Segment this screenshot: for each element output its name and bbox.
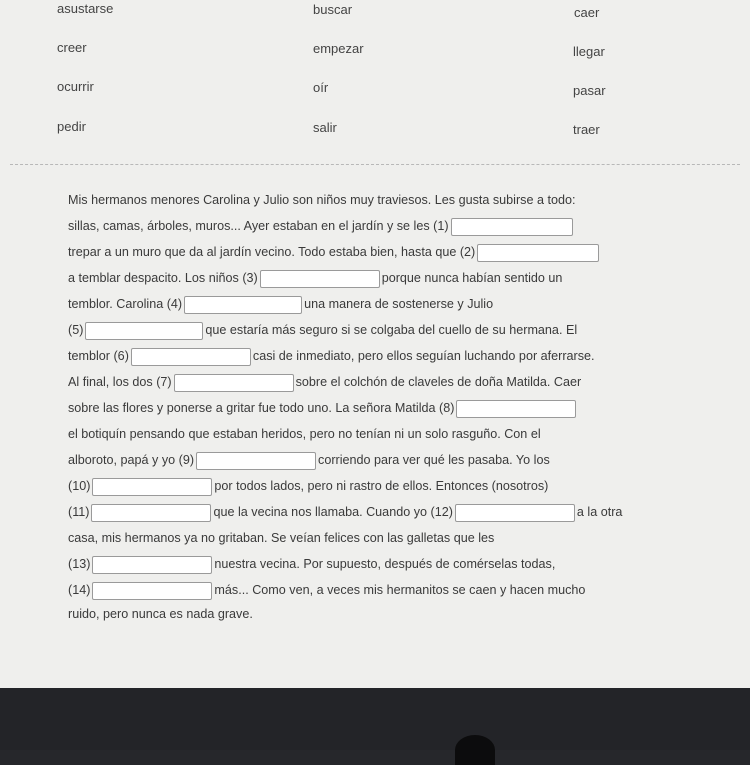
word-bank <box>0 0 750 160</box>
passage-text-segment: a la otra <box>576 505 623 519</box>
passage-text-segment: trepar a un muro que da al jardín vecino. Todo estaba bien, hasta que (2) <box>68 245 476 259</box>
passage-text-segment: alboroto, papá y yo (9) <box>68 453 195 467</box>
section-divider <box>10 164 740 165</box>
passage-text-segment: casi de inmediato, pero ellos seguían luchando por aferrarse. <box>252 349 595 363</box>
word-bank-item: llegar <box>573 44 605 59</box>
blank-input-7[interactable] <box>174 374 294 392</box>
passage-line <box>68 579 585 601</box>
passage-line <box>68 397 578 419</box>
word-bank-item: oír <box>313 80 329 95</box>
word-bank-item: asustarse <box>57 1 114 16</box>
passage-line <box>68 423 541 445</box>
passage-line <box>68 371 581 393</box>
passage-text-segment: (11) <box>68 505 90 519</box>
passage-text-segment: sobre el colchón de claveles de doña Matilda. Caer <box>295 375 582 389</box>
blank-input-9[interactable] <box>196 452 316 470</box>
word-bank-item: caer <box>574 5 600 20</box>
passage-line <box>68 475 548 497</box>
word-bank-item: traer <box>573 122 600 137</box>
passage-line <box>68 319 577 341</box>
passage-text-segment: corriendo para ver qué les pasaba. Yo los <box>318 453 550 467</box>
passage-text-segment: (10) <box>68 479 91 493</box>
blank-input-1[interactable] <box>451 218 573 236</box>
passage-line <box>68 215 575 237</box>
passage-text-segment: más... Como ven, a veces mis hermanitos se caen y hacen mucho <box>214 583 586 597</box>
passage-text-segment: temblor. Carolina (4) <box>68 297 183 311</box>
passage-text-segment: porque nunca habían sentido un <box>381 271 563 285</box>
passage-text-segment: a temblar despacito. Los niños (3) <box>68 271 258 285</box>
word-bank-item: pasar <box>573 83 606 98</box>
blank-input-3[interactable] <box>260 270 380 288</box>
blank-input-2[interactable] <box>477 244 599 262</box>
passage-text-segment: una manera de sostenerse y Julio <box>304 297 494 311</box>
blank-input-14[interactable] <box>92 582 212 600</box>
blank-input-6[interactable] <box>131 348 251 366</box>
apple-logo-icon <box>455 735 495 765</box>
passage-text-segment: por todos lados, pero ni rastro de ellos. Entonces (nosotros) <box>214 479 549 493</box>
passage-text-segment: que estaría más seguro si se colgaba del cuello de su hermana. El <box>205 323 578 337</box>
passage-text-segment: (14) <box>68 583 91 597</box>
passage-text-segment: el botiquín pensando que estaban heridos, pero no tenían ni un solo rasguño. Con el <box>68 427 541 441</box>
passage-line <box>68 267 562 289</box>
blank-input-10[interactable] <box>92 478 212 496</box>
word-bank-item: empezar <box>313 41 364 56</box>
word-bank-item: creer <box>57 40 87 55</box>
blank-input-12[interactable] <box>455 504 575 522</box>
passage-line <box>68 293 493 315</box>
passage-line <box>68 449 550 471</box>
passage-line <box>68 241 601 263</box>
word-bank-item: pedir <box>57 119 86 134</box>
passage-line <box>68 527 494 549</box>
passage-text-segment: sillas, camas, árboles, muros... Ayer estaban en el jardín y se les (1) <box>68 219 449 233</box>
blank-input-11[interactable] <box>91 504 211 522</box>
passage-text-segment: ruido, pero nunca es nada grave. <box>68 607 253 621</box>
passage-line <box>68 345 595 367</box>
passage-line <box>68 553 555 575</box>
passage-line <box>68 189 576 211</box>
passage-text-segment: sobre las flores y ponerse a gritar fue todo uno. La señora Matilda (8) <box>68 401 455 415</box>
passage-line <box>68 501 622 523</box>
passage-text-segment: casa, mis hermanos ya no gritaban. Se veían felices con las galletas que les <box>68 531 495 545</box>
passage-text-segment: (5) <box>68 323 84 337</box>
blank-input-8[interactable] <box>456 400 576 418</box>
word-bank-item: ocurrir <box>57 79 94 94</box>
blank-input-13[interactable] <box>92 556 212 574</box>
blank-input-4[interactable] <box>184 296 302 314</box>
passage-line <box>68 603 253 625</box>
passage-text-segment: nuestra vecina. Por supuesto, después de comérselas todas, <box>214 557 556 571</box>
passage-text-segment: Mis hermanos menores Carolina y Julio son niños muy traviesos. Les gusta subirse a todo: <box>68 193 576 207</box>
blank-input-5[interactable] <box>85 322 203 340</box>
passage-text-segment: que la vecina nos llamaba. Cuando yo (12) <box>213 505 453 519</box>
monitor-bezel <box>0 688 750 750</box>
word-bank-item: salir <box>313 120 337 135</box>
word-bank-item: buscar <box>313 2 353 17</box>
passage-text-segment: Al final, los dos (7) <box>68 375 172 389</box>
passage-text-segment: (13) <box>68 557 91 571</box>
passage-text-segment: temblor (6) <box>68 349 129 363</box>
